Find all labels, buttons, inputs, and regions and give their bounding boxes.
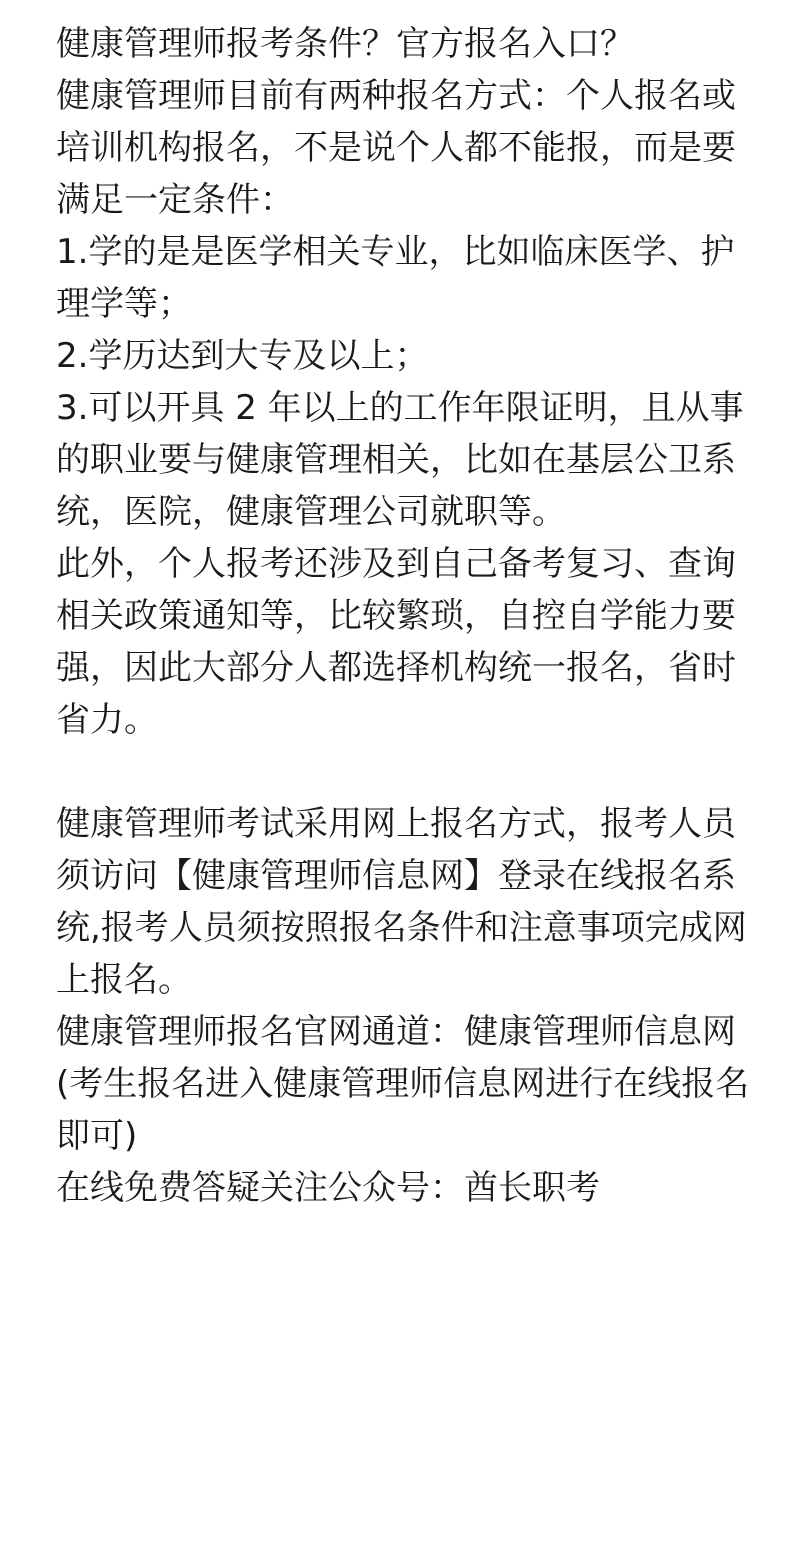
article-title: 健康管理师报考条件？官方报名入口？ (56, 24, 634, 64)
condition-item-1: 1.学的是是医学相关专业，比如临床医学、护理学等； (56, 232, 735, 324)
follow-account-line: 在线免费答疑关注公众号：酋长职考 (56, 1168, 600, 1208)
condition-item-3: 3.可以开具 2 年以上的工作年限证明，且从事的职业要与健康管理相关，比如在基层公卫系统，医院，健康管理公司就职等。 (56, 388, 744, 532)
online-registration-paragraph: 健康管理师考试采用网上报名方式，报考人员须访问【健康管理师信息网】登录在线报名系统,报考人员须按照报名条件和注意事项完成网上报名。 (56, 804, 747, 1000)
official-channel-paragraph: 健康管理师报名官网通道：健康管理师信息网 (考生报名进入健康管理师信息网进行在线报名即可) (56, 1012, 750, 1156)
paragraph-spacer (56, 746, 756, 798)
note-paragraph: 此外，个人报考还涉及到自己备考复习、查询相关政策通知等，比较繁琐，自控自学能力要强，因此大部分人都选择机构统一报名，省时省力。 (56, 544, 736, 740)
article-body (56, 18, 756, 1214)
intro-paragraph: 健康管理师目前有两种报名方式：个人报名或培训机构报名，不是说个人都不能报，而是要满足一定条件： (56, 76, 736, 220)
condition-item-2: 2.学历达到大专及以上； (56, 336, 429, 376)
